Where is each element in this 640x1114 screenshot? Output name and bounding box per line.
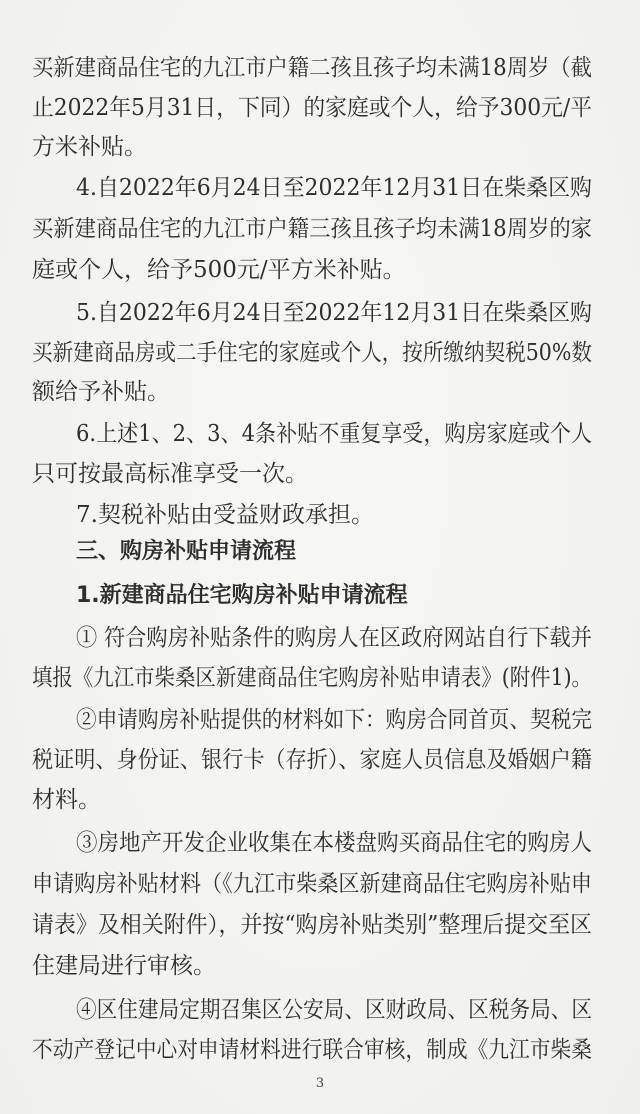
text-line: 申请购房补贴材料（《九江市柴桑区新建商品住宅购房补贴申 [32,871,592,897]
text-line: 填报《九江市柴桑区新建商品住宅购房补贴申请表》(附件1)。 [32,665,592,691]
item-6-line: 6.上述1、2、3、4条补贴不重复享受，购房家庭或个人 [76,421,592,447]
subsection-heading: 1.新建商品住宅购房补贴申请流程 [76,583,408,608]
text-line: 庭或个人，给予500元/平方米补贴。 [32,257,406,283]
text-line: 住建局进行审核。 [32,953,216,979]
text-line: 买新建商品住宅的九江市户籍三孩且孩子均未满18周岁的家 [32,216,592,242]
step-3-line: ③房地产开发企业收集在本楼盘购买商品住宅的购房人 [76,830,592,856]
text-line: 税证明、身份证、银行卡（存折）、家庭人员信息及婚姻户籍 [32,747,592,773]
text-line: 只可按最高标准享受一次。 [32,461,308,487]
text-line: 材料。 [32,787,101,813]
text-line: 不动产登记中心对申请材料进行联合审核，制成《九江市柴桑 [32,1037,592,1063]
section-heading: 三、购房补贴申请流程 [76,539,297,564]
text-line: 买新建商品房或二手住宅的家庭或个人，按所缴纳契税50%数 [32,340,592,366]
page-number: 3 [315,1076,325,1091]
step-4-line: ④区住建局定期召集区公安局、区财政局、区税务局、区 [76,997,592,1023]
text-line: 止2022年5月31日，下同）的家庭或个人，给予300元/平 [32,95,592,121]
item-5-line: 5.自2022年6月24日至2022年12月31日在柴桑区购 [76,300,592,326]
text-line: 额给予补贴。 [32,379,170,405]
text-line: 请表》及相关附件），并按“购房补贴类别”整理后提交至区 [32,912,592,938]
item-4-line: 4.自2022年6月24日至2022年12月31日在柴桑区购 [76,175,592,201]
step-2-line: ②申请购房补贴提供的材料如下：购房合同首页、契税完 [76,707,592,733]
text-line: 买新建商品住宅的九江市户籍二孩且孩子均未满18周岁（截 [32,55,592,81]
item-7-line: 7.契税补贴由受益财政承担。 [76,502,374,528]
text-line: 方米补贴。 [32,134,147,160]
step-1-line: ① 符合购房补贴条件的购房人在区政府网站自行下载并 [76,625,592,651]
